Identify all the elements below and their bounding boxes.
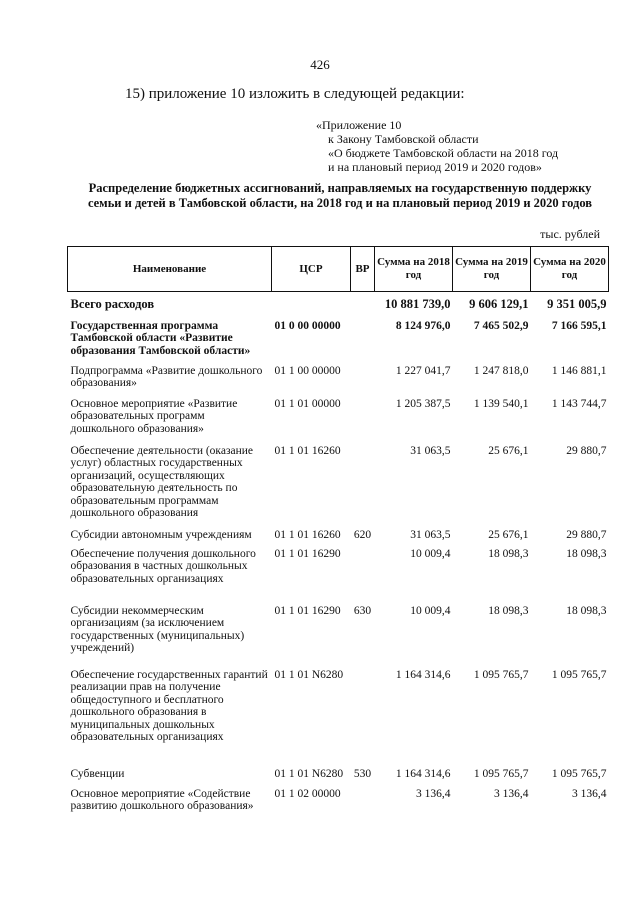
table-row <box>68 445 609 529</box>
appendix-reference <box>316 118 558 174</box>
row-csr <box>272 292 351 320</box>
table-row <box>68 669 609 768</box>
row-2018: 10 881 739,0 <box>384 297 451 311</box>
row-name: Обеспечение получения дошкольного образования в частных дошкольных образовательных организациях <box>70 547 256 585</box>
header-2020: Сумма на 2020 год <box>531 247 609 292</box>
row-2018: 3 136,4 <box>416 787 451 800</box>
row-2019: 7 465 502,9 <box>473 319 529 332</box>
header-name: Наименование <box>68 247 272 292</box>
row-2018: 1 205 387,5 <box>395 397 451 410</box>
row-csr: 01 1 01 16260 <box>274 444 341 457</box>
appendix-line-3: «О бюджете Тамбовской области на 2018 год <box>328 146 559 160</box>
row-vr <box>351 365 375 398</box>
row-2018: 1 164 314,6 <box>395 668 451 681</box>
row-2020: 1 146 881,1 <box>551 364 607 377</box>
row-2019: 1 095 765,7 <box>473 668 529 681</box>
row-2020: 18 098,3 <box>566 547 607 560</box>
row-csr: 01 1 01 16290 <box>274 604 341 617</box>
row-2019: 1 095 765,7 <box>473 767 529 780</box>
row-name: Государственная программа Тамбовской области «Развитие образования Тамбовской области» <box>70 319 251 357</box>
row-vr: 630 <box>353 604 372 617</box>
row-2018: 10 009,4 <box>410 604 451 617</box>
row-2018: 8 124 976,0 <box>395 319 451 332</box>
header-csr: ЦСР <box>272 247 351 292</box>
row-csr: 01 1 01 N6280 <box>274 668 344 681</box>
row-name: Субсидии автономным учреждениям <box>70 528 252 541</box>
appendix-line-4: и на плановый период 2019 и 2020 годов» <box>328 160 542 174</box>
row-name: Подпрограмма «Развитие дошкольного образования» <box>70 364 263 389</box>
row-vr <box>351 548 375 605</box>
row-2018: 10 009,4 <box>410 547 451 560</box>
row-2019: 25 676,1 <box>488 528 529 541</box>
row-2018: 31 063,5 <box>410 528 451 541</box>
row-csr: 01 1 01 16290 <box>274 547 341 560</box>
row-2019: 18 098,3 <box>488 547 529 560</box>
row-vr <box>351 669 375 768</box>
row-vr: 620 <box>353 528 372 541</box>
row-csr: 01 1 02 00000 <box>274 787 341 800</box>
row-2020: 29 880,7 <box>566 444 607 457</box>
row-name: Всего расходов <box>70 297 155 311</box>
row-2019: 18 098,3 <box>488 604 529 617</box>
row-vr <box>351 788 375 832</box>
row-2018: 1 164 314,6 <box>395 767 451 780</box>
row-2020: 9 351 005,9 <box>547 297 607 311</box>
row-csr: 01 1 01 00000 <box>274 397 341 410</box>
row-2020: 18 098,3 <box>566 604 607 617</box>
header-vr: ВР <box>351 247 375 292</box>
table-row <box>68 320 609 365</box>
row-vr <box>351 320 375 365</box>
row-name: Основное мероприятие «Развитие образовательных программ дошкольного образования» <box>70 397 238 435</box>
appendix-line-1: «Приложение 10 <box>316 118 402 132</box>
row-csr: 01 1 01 16260 <box>274 528 341 541</box>
row-2020: 29 880,7 <box>566 528 607 541</box>
row-csr: 01 0 00 00000 <box>274 319 341 332</box>
table-row <box>68 398 609 445</box>
row-2018: 31 063,5 <box>410 444 451 457</box>
row-name: Обеспечение государственных гарантий реализации прав на получение общедоступного и бесплатного дошкольного образования в муниципальных дошкольных образовательных организациях <box>70 668 268 743</box>
row-2020: 1 095 765,7 <box>551 767 607 780</box>
table-row <box>68 529 609 548</box>
page-number: 426 <box>310 57 330 72</box>
table-row <box>68 768 609 788</box>
row-name: Субвенции <box>70 767 125 780</box>
row-2019: 25 676,1 <box>488 444 529 457</box>
row-vr <box>351 292 375 320</box>
row-2019: 9 606 129,1 <box>469 297 529 311</box>
row-vr <box>351 445 375 529</box>
table-row <box>68 292 609 320</box>
row-vr <box>351 398 375 445</box>
appendix-line-2: к Закону Тамбовской области <box>328 132 479 146</box>
header-2018: Сумма на 2018 год <box>375 247 453 292</box>
row-name: Субсидии некоммерческим организациям (за исключением государственных (муниципальных) учреждений) <box>70 604 245 654</box>
row-2020: 1 143 744,7 <box>551 397 607 410</box>
row-2020: 1 095 765,7 <box>551 668 607 681</box>
row-2019: 1 139 540,1 <box>473 397 529 410</box>
table-row <box>68 365 609 398</box>
table-heading: Распределение бюджетных ассигнований, направляемых на государственную поддержку семьи и детей в Тамбовской области, на 2018 год и на плановый период 2019 и 2020 годов <box>87 181 593 210</box>
budget-table <box>67 246 609 832</box>
row-name: Обеспечение деятельности (оказание услуг) областных государственных организаций, осуществляющих образовательную деятельность по образовательным программам дошкольного образования <box>70 444 254 519</box>
row-2019: 1 247 818,0 <box>473 364 529 377</box>
row-2020: 7 166 595,1 <box>551 319 607 332</box>
row-2020: 3 136,4 <box>572 787 607 800</box>
row-2019: 3 136,4 <box>494 787 529 800</box>
row-2018: 1 227 041,7 <box>395 364 451 377</box>
row-csr: 01 1 01 N6280 <box>274 767 344 780</box>
table-row <box>68 548 609 605</box>
table-row <box>68 788 609 832</box>
unit-label: тыс. рублей <box>540 227 600 241</box>
table-header-row <box>68 247 609 292</box>
header-2019: Сумма на 2019 год <box>453 247 531 292</box>
row-vr: 530 <box>353 767 372 780</box>
intro-text: 15) приложение 10 изложить в следующей редакции: <box>125 86 465 102</box>
row-csr: 01 1 00 00000 <box>274 364 341 377</box>
table-row <box>68 605 609 669</box>
row-name: Основное мероприятие «Содействие развитию дошкольного образования» <box>70 787 254 812</box>
